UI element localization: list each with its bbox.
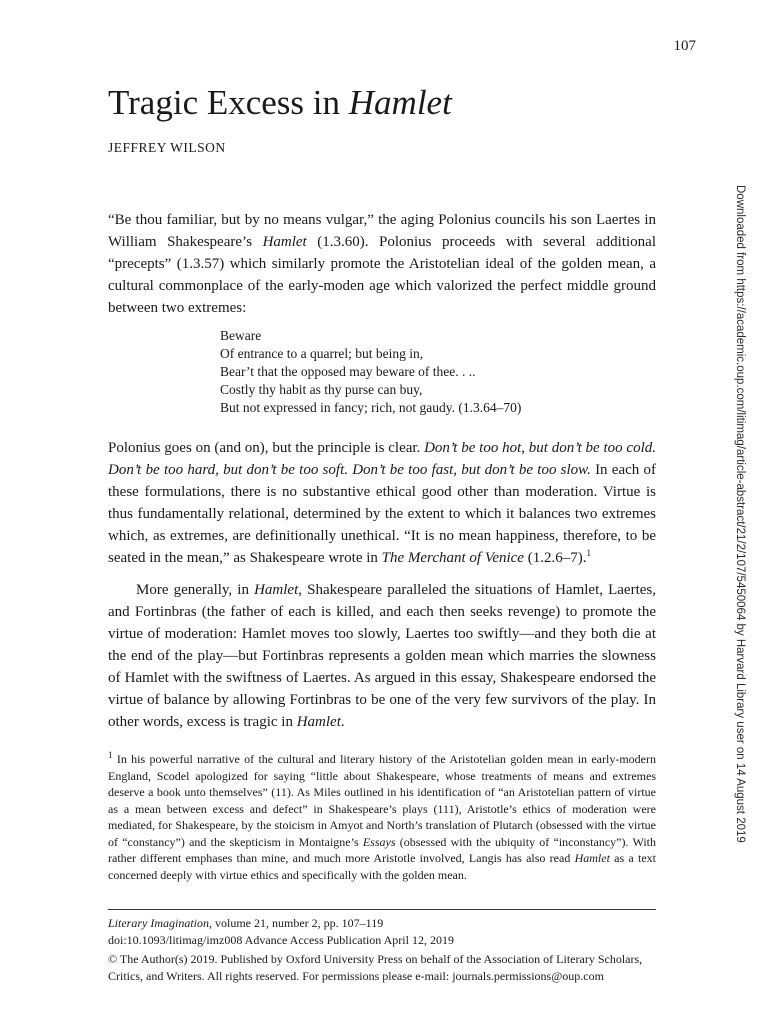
- block-quote: [220, 327, 521, 417]
- page-number: 107: [673, 38, 696, 54]
- paragraph-1: [108, 209, 656, 319]
- footnote-number: 1: [108, 750, 113, 760]
- footnote-text: In his powerful narrative of the cultural and literary history of the Aristotelian golden mean in early-modern England, Scodel apologized for saying “little about Shakespeare, whose treatments of means and extremes deserve a book unto themselves” (11). As Miles outlined in his identification of “an Aristotelian pattern of virtue as a mean between excess and defect” in Shakespeare’s plays (111), Aristotle’s ethics of moderation were mediated, for Shakespeare, by the stoicism in Amyot and North’s translation of Plutarch (obsessed with the virtue of “constancy”) and the skepticism in Montaigne’s: [108, 752, 656, 849]
- paragraph-3-italic: Hamlet: [254, 582, 299, 598]
- footnote-ref[interactable]: 1: [586, 548, 591, 558]
- quote-line: But not expressed in fancy; rich, not gaudy. (1.3.64–70): [220, 400, 522, 415]
- paragraph-3-italic-2: Hamlet: [296, 714, 341, 730]
- paragraph-2-italic: Don’t be too hot, but don’t be too cold. Don’t be too hard, but don’t be too soft. Don’t be too fast, but don’t be too slow.: [108, 440, 656, 478]
- paragraph-2: [108, 437, 656, 569]
- paragraph-1-text: “Be thou familiar, but by no means vulgar,” the aging Polonius councils his son Laertes in William Shakespeare’s: [108, 212, 656, 250]
- title-prefix: Tragic Excess in: [108, 83, 349, 122]
- journal-citation: [108, 915, 656, 948]
- author-name: JEFFREY WILSON: [108, 140, 226, 155]
- quote-line: Beware: [220, 328, 262, 343]
- paragraph-2-text-2: In each of these formulations, there is no substantive ethical good other than moderation. Virtue is thus fundamentally relational, determined by the extent to which it balances two extremes which, as extremes, are definitionally unethical. “It is no mean happiness, therefore, to be seated in the mean,” as Shakespeare wrote in: [108, 462, 656, 566]
- paragraph-3: [108, 579, 656, 733]
- journal-name: Literary Imagination: [108, 916, 209, 930]
- quote-line: Bear’t that the opposed may beware of thee. . ..: [220, 364, 476, 379]
- paragraph-1-italic: Hamlet: [262, 234, 307, 250]
- copyright-notice: © The Author(s) 2019. Published by Oxford University Press on behalf of the Association of Literary Scholars, Critics, and Writers. All rights reserved. For permissions please e-mail: journals.permissions@oup.com: [108, 952, 643, 983]
- footnote-text-3: as a text concerned deeply with virtue ethics and specifically with the golden mean.: [108, 851, 656, 882]
- title-italic: Hamlet: [348, 83, 452, 122]
- quote-line: Costly thy habit as thy purse can buy,: [220, 382, 423, 397]
- footnote-1: [108, 751, 656, 883]
- paragraph-1-text-2: (1.3.60). Polonius proceeds with several additional “precepts” (1.3.57) which similarly promote the Aristotelian ideal of the golden mean, a cultural commonplace of the early-moden age which valorized the perfect middle ground between two extremes:: [108, 234, 657, 316]
- footnote-text-2: (obsessed with the ubiquity of “inconstancy”). With rather different emphases than mine, and much more Aristotle involved, Langis has also read: [108, 834, 656, 865]
- paragraph-3-text-2: , Shakespeare paralleled the situations of Hamlet, Laertes, and Fortinbras (the father of each is killed, and each then seeks revenge) to promote the virtue of moderation: Hamlet moves too slowly, Laertes too swiftly—and they both die at the end of the play—but Fortinbras represents a golden mean which marries the slowness of Hamlet with the swiftness of Laertes. As argued in this essay, Shakespeare endorsed the virtue of balance by allowing Fortinbras to be one of the very few survivors of the play. In other words, excess is tragic in: [108, 582, 656, 730]
- paragraph-2-text-3: (1.2.6–7).: [523, 550, 587, 566]
- download-watermark: Downloaded from https://academic.oup.com/litimag/article-abstract/21/2/107/5450064 by Harvard Library user on 14 August 2019: [734, 185, 746, 843]
- footnote-italic-2: Hamlet: [574, 851, 610, 865]
- article-title: [108, 82, 452, 124]
- footnote-italic: Essays: [362, 834, 396, 849]
- journal-details: , volume 21, number 2, pp. 107–119: [209, 916, 384, 930]
- paragraph-2-italic-2: The Merchant of Venice: [381, 550, 524, 566]
- paragraph-2-text: Polonius goes on (and on), but the principle is clear.: [108, 440, 425, 456]
- journal-line-1: [108, 915, 656, 932]
- paragraph-3-text: More generally, in: [136, 582, 255, 598]
- quote-line: Of entrance to a quarrel; but being in,: [220, 346, 424, 361]
- footer-divider: [108, 909, 656, 910]
- journal-doi-line: doi:10.1093/litimag/imz008 Advance Access Publication April 12, 2019: [108, 932, 454, 947]
- paragraph-3-text-3: .: [340, 714, 345, 730]
